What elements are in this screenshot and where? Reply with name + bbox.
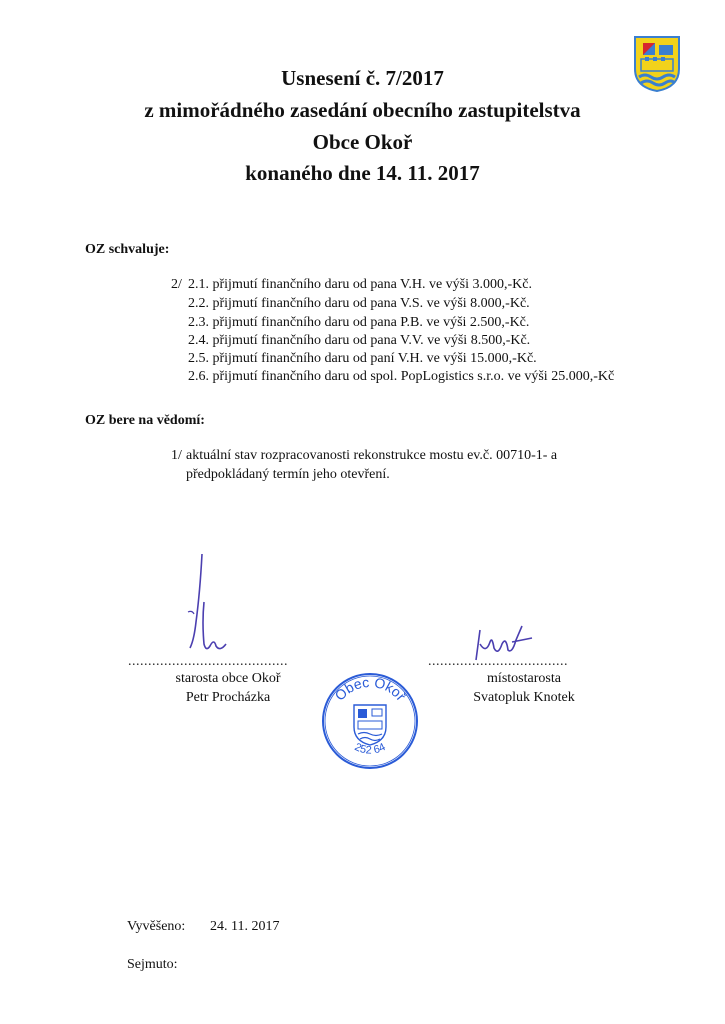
official-stamp-icon [320, 671, 420, 776]
approves-heading: OZ schvaluje: [85, 242, 170, 257]
title-line-4: konaného dne 14. 11. 2017 [245, 161, 480, 185]
approves-prefix: 2/ [171, 277, 182, 292]
stamp-top-text: Obec Okoř [331, 673, 410, 704]
title-line-1: Usnesení č. 7/2017 [281, 66, 444, 90]
right-signer-name: Svatopluk Knotek [473, 690, 575, 705]
posted-date: 24. 11. 2017 [210, 919, 280, 934]
notes-heading: OZ bere na vědomí: [85, 413, 205, 428]
notes-prefix: 1/ [171, 448, 182, 463]
approves-item-4: 2.4. přijmutí finančního daru od pana V.V. ve výši 8.500,-Kč. [188, 333, 531, 348]
posted-label: Vyvěšeno: [127, 919, 186, 934]
stamp-bottom-text: 252 64 [352, 741, 388, 757]
left-signer-name: Petr Procházka [185, 690, 271, 705]
approves-item-2: 2.2. přijmutí finančního daru od pana V.S. ve výši 8.000,-Kč. [188, 296, 530, 311]
approves-item-6: 2.6. přijmutí finančního daru od spol. PopLogistics s.r.o. ve výši 25.000,-Kč [188, 369, 615, 384]
notes-line-1: aktuální stav rozpracovanosti rekonstrukce mostu ev.č. 00710-1- a [186, 448, 558, 463]
approves-item-5: 2.5. přijmutí finančního daru od paní V.H. ve výši 15.000,-Kč. [188, 351, 537, 366]
left-signer-role: starosta obce Okoř [175, 671, 281, 686]
signature-line-right: ................................... [428, 654, 568, 669]
notes-line-2: předpokládaný termín jeho otevření. [186, 467, 390, 482]
right-signer-role: místostarosta [487, 671, 561, 686]
title-line-3: Obce Okoř [312, 130, 413, 154]
approves-item-3: 2.3. přijmutí finančního daru od pana P.B. ve výši 2.500,-Kč. [188, 315, 530, 330]
removed-label: Sejmuto: [127, 957, 178, 972]
signature-line-left: ........................................ [128, 654, 288, 669]
signature-left-icon [180, 552, 240, 667]
approves-item-1: 2.1. přijmutí finančního daru od pana V.H. ve výši 3.000,-Kč. [188, 277, 532, 292]
title-line-2: z mimořádného zasedání obecního zastupitelstva [144, 98, 581, 122]
